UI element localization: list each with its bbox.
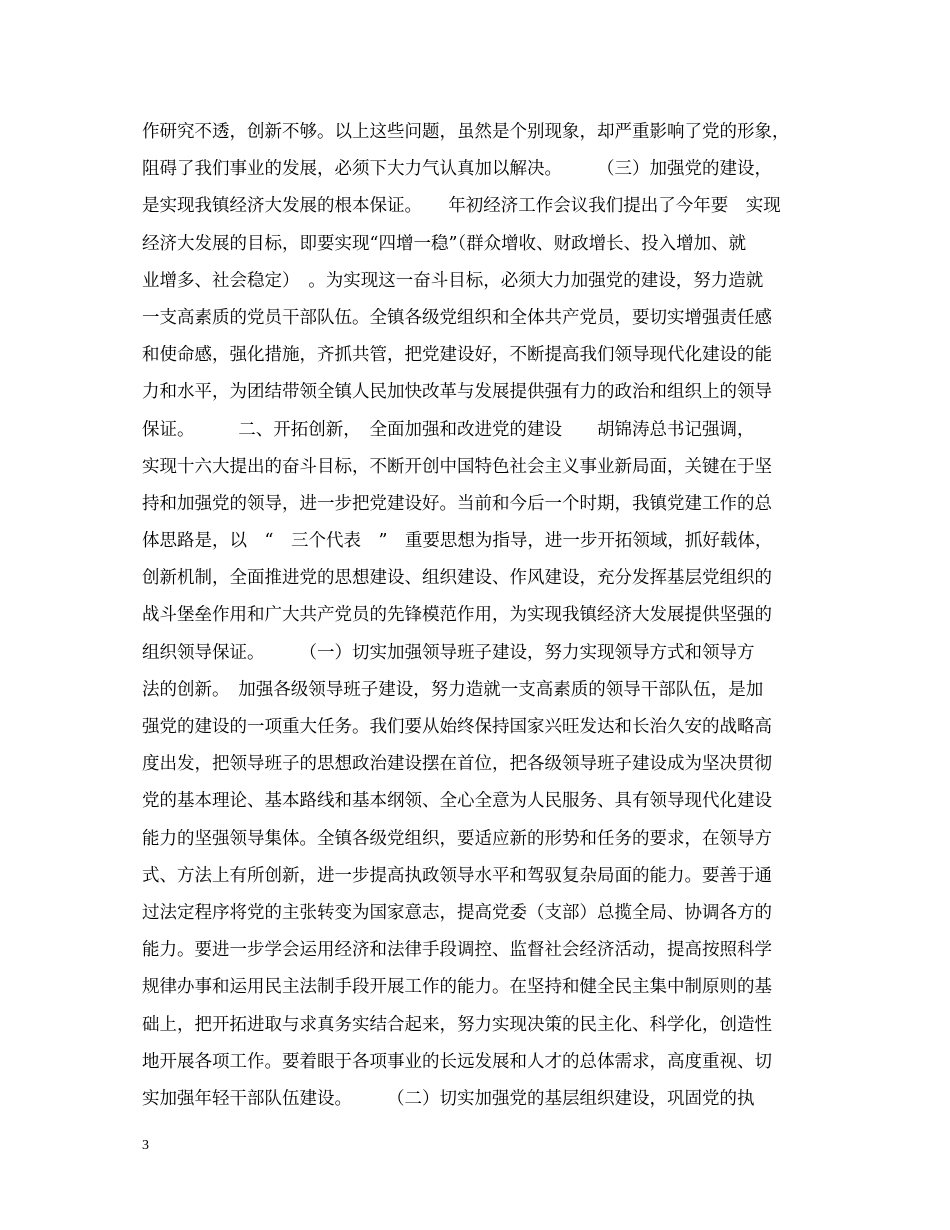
- text-line: 实现十六大提出的奋斗目标，不断开创中国特色社会主义事业新局面，关键在于坚: [142, 456, 772, 477]
- text-line: 作研究不透，创新不够。以上这些问题，虽然是个别现象，却严重影响了党的形象，: [142, 122, 790, 142]
- text-line: 是实现我镇经济大发展的根本保证。 年初经济工作会议我们提出了今年要 实现: [142, 196, 781, 217]
- body-text: [142, 114, 822, 1118]
- text-line: 实加强年轻干部队伍建设。 （二）切实加强党的基层组织建设，巩固党的执: [142, 1088, 755, 1109]
- page-number: 3: [142, 1138, 149, 1153]
- text-line: 持和加强党的领导，进一步把党建设好。当前和今后一个时期，我镇党建工作的总: [142, 493, 772, 514]
- text-line: 党的基本理论、基本路线和基本纲领、全心全意为人民服务、具有领导现代化建设: [142, 791, 772, 812]
- text-line: 创新机制，全面推进党的思想建设、组织建设、作风建设，充分发挥基层党组织的: [142, 568, 772, 589]
- text-line: 度出发，把领导班子的思想政治建设摆在首位，把各级领导班子建设成为坚决贯彻: [142, 754, 772, 775]
- text-line: 础上，把开拓进取与求真务实结合起来，努力实现决策的民主化、科学化，创造性: [142, 1014, 772, 1035]
- text-line: 业增多、社会稳定） 。为实现这一奋斗目标，必须大力加强党的建设，努力造就: [142, 270, 764, 291]
- text-line: 地开展各项工作。要着眼于各项事业的长远发展和人才的总体需求，高度重视、切: [142, 1051, 772, 1072]
- text-line: 法的创新。 加强各级领导班子建设，努力造就一支高素质的领导干部队伍，是加: [142, 679, 764, 700]
- text-line: 经济大发展的目标，即要实现“四增一稳”（群众增收、财政增长、投入增加、就: [142, 233, 747, 254]
- text-line: 式、方法上有所创新，进一步提高执政领导水平和驾驭复杂局面的能力。要善于通: [142, 865, 772, 886]
- text-line: 能力。要进一步学会运用经济和法律手段调控、监督社会经济活动，提高按照科学: [142, 940, 772, 961]
- text-line: 过法定程序将党的主张转变为国家意志，提高党委（支部）总揽全局、协调各方的: [142, 902, 772, 923]
- text-line: 规律办事和运用民主法制手段开展工作的能力。在坚持和健全民主集中制原则的基: [142, 977, 772, 998]
- text-line: 强党的建设的一项重大任务。我们要从始终保持国家兴旺发达和长治久安的战略高: [142, 717, 772, 737]
- text-line: 和使命感，强化措施，齐抓共管，把党建设好，不断提高我们领导现代化建设的能: [142, 345, 772, 366]
- text-line: 战斗堡垒作用和广大共产党员的先锋模范作用，为实现我镇经济大发展提供坚强的: [142, 605, 772, 626]
- text-line: 能力的坚强领导集体。全镇各级党组织，要适应新的形势和任务的要求，在领导方: [142, 828, 772, 849]
- text-line: 保证。 二、开拓创新， 全面加强和改进党的建设 胡锦涛总书记强调，: [142, 419, 755, 440]
- text-line: 组织领导保证。 （一）切实加强领导班子建设，努力实现领导方式和领导方: [142, 642, 755, 663]
- text-line: 一支高素质的党员干部队伍。全镇各级党组织和全体共产党员，要切实增强责任感: [142, 307, 772, 328]
- text-line: 阻碍了我们事业的发展，必须下大力气认真加以解决。 （三）加强党的建设，: [142, 159, 772, 180]
- text-line: 体思路是，以 “ 三个代表 ” 重要思想为指导，进一步开拓领域，抓好载体，: [142, 531, 773, 552]
- text-line: 力和水平，为团结带领全镇人民加快改革与发展提供强有力的政治和组织上的领导: [142, 382, 772, 403]
